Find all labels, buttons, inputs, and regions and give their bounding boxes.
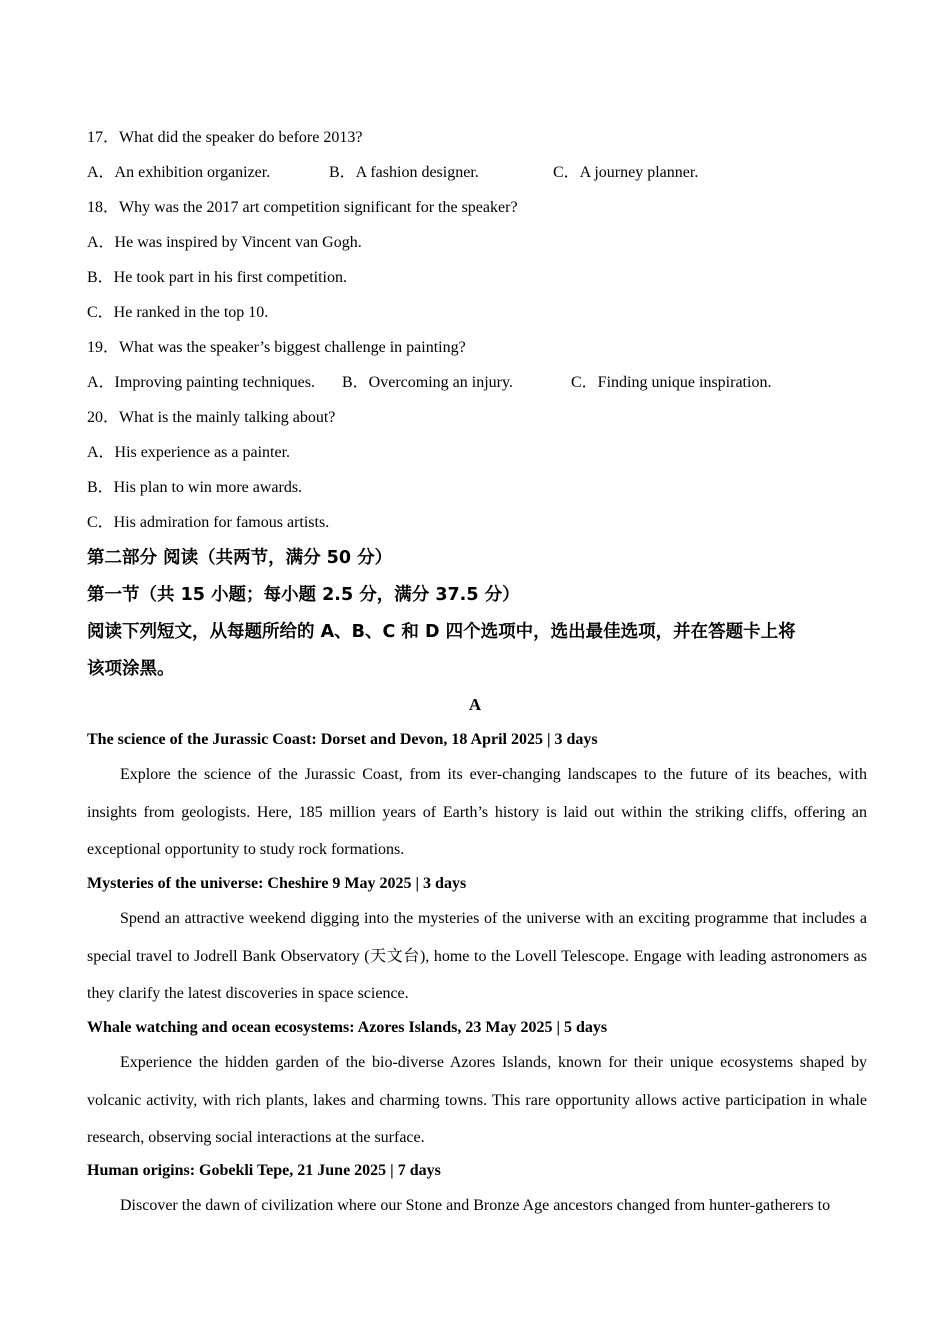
- q19-option-c: C．Finding unique inspiration.: [571, 374, 772, 391]
- item-body: Spend an attractive weekend digging into the mysteries of the universe with an exciting programme that includes a special travel to Jodrell Bank Observatory (天文台), home to the Lovell Telescope. Engage with leading astronomers as they clarify the latest discoveries in space science.: [87, 910, 867, 1002]
- q19-option-a: A．Improving painting techniques.: [87, 374, 315, 391]
- item-body: Explore the science of the Jurassic Coast, from its ever-changing landscapes to the future of its beaches, with insights from geologists. Here, 185 million years of Earth’s history is laid out within the striking cliffs, offering an exceptional opportunity to study rock formations.: [87, 766, 867, 858]
- q17-option-c: C．A journey planner.: [553, 164, 699, 181]
- q18-option-b: B．He took part in his first competition.: [87, 269, 347, 286]
- question-19: 19．What was the speaker’s biggest challenge in painting?: [87, 339, 466, 356]
- passage-letter: A: [468, 695, 482, 714]
- instruction-line-1: 阅读下列短文，从每题所给的 A、B、C 和 D 四个选项中，选出最佳选项，并在答题卡上将: [87, 622, 796, 642]
- q20-option-c: C．His admiration for famous artists.: [87, 514, 330, 531]
- item-heading: Mysteries of the universe: Cheshire 9 May 2025 | 3 days: [87, 875, 467, 892]
- item-heading: Whale watching and ocean ecosystems: Azores Islands, 23 May 2025 | 5 days: [87, 1019, 608, 1036]
- q17-option-b: B．A fashion designer.: [329, 164, 479, 181]
- q19-option-b: B．Overcoming an injury.: [342, 374, 513, 391]
- question-20: 20．What is the mainly talking about?: [87, 409, 336, 426]
- q18-option-c: C．He ranked in the top 10.: [87, 304, 269, 321]
- q17-option-a: A．An exhibition organizer.: [87, 164, 271, 181]
- instruction-line-2: 该项涂黑。: [87, 659, 175, 679]
- q20-option-a: A．His experience as a painter.: [87, 444, 291, 461]
- item-body: Experience the hidden garden of the bio-diverse Azores Islands, known for their unique ecosystems shaped by volcanic activity, with rich plants, lakes and charming towns. This rare opportunity allows active participation in whale research, observing social interactions at the surface.: [87, 1054, 867, 1146]
- q18-option-a: A．He was inspired by Vincent van Gogh.: [87, 234, 362, 251]
- question-17: 17．What did the speaker do before 2013?: [87, 129, 363, 146]
- q20-option-b: B．His plan to win more awards.: [87, 479, 303, 496]
- part-title: 第二部分 阅读（共两节，满分 50 分）: [87, 548, 393, 568]
- question-18: 18．Why was the 2017 art competition significant for the speaker?: [87, 199, 518, 216]
- item-heading: Human origins: Gobekli Tepe, 21 June 2025 | 7 days: [87, 1162, 441, 1179]
- item-heading: The science of the Jurassic Coast: Dorset and Devon, 18 April 2025 | 3 days: [87, 731, 598, 748]
- item-body: Discover the dawn of civilization where our Stone and Bronze Age ancestors changed from hunter-gatherers to: [120, 1197, 831, 1214]
- section-title: 第一节（共 15 小题；每小题 2.5 分，满分 37.5 分）: [87, 585, 520, 605]
